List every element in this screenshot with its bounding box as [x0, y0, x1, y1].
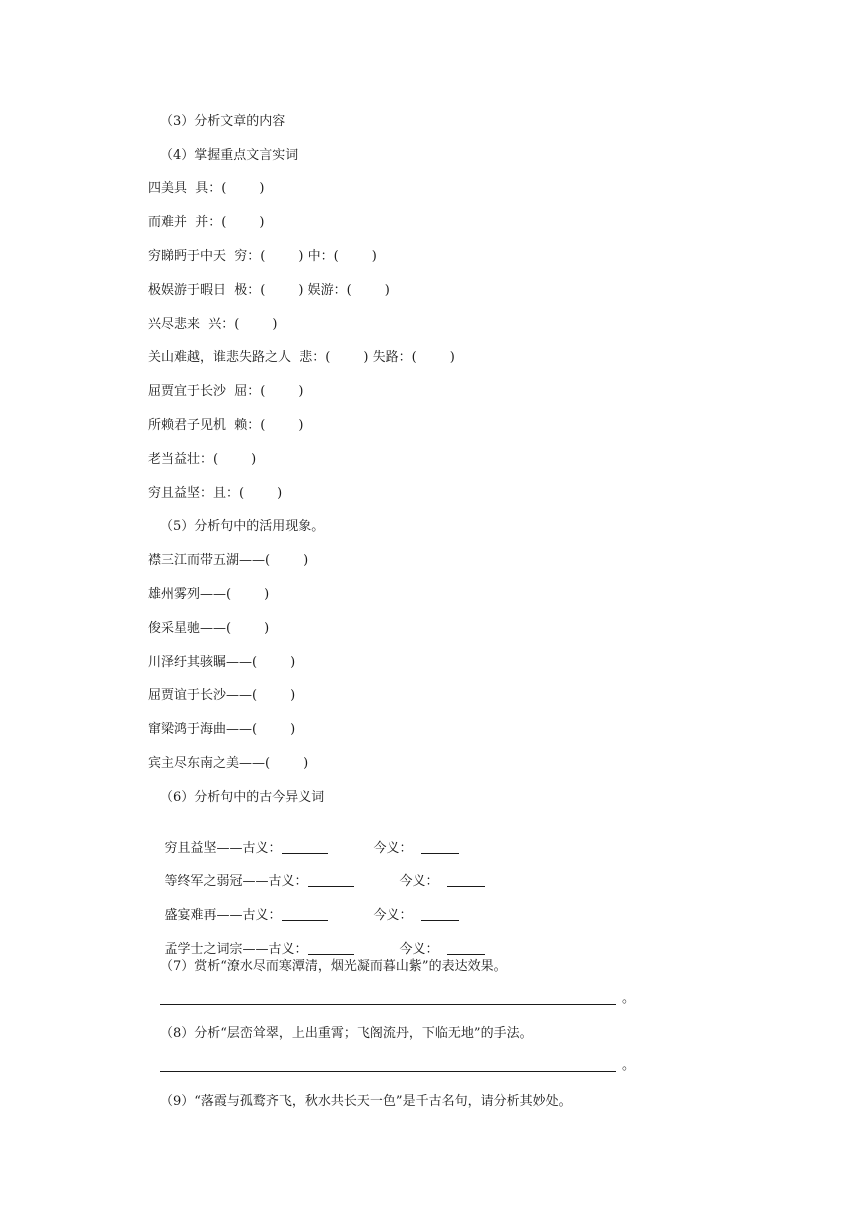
answer-blank[interactable] — [308, 873, 354, 887]
q6-modern-label: 今义： — [399, 942, 439, 957]
answer-line-q7[interactable] — [160, 1004, 616, 1005]
q5-item: 窜梁鸿于海曲——( ) — [148, 722, 296, 737]
q4-item: 极娱游于暇日 极：( ) 娱游：( ) — [148, 283, 390, 298]
question-9: （9）“落霞与孤鹜齐飞，秋水共长天一色”是千古名句，请分析其妙处。 — [160, 1094, 572, 1109]
period: 。 — [622, 1058, 636, 1073]
q4-item: 关山难越，谁悲失路之人 悲：( ) 失路：( ) — [148, 350, 455, 365]
q4-item: 穷睇眄于中天 穷：( ) 中：( ) — [148, 249, 377, 264]
q6-modern-label: 今义： — [373, 908, 413, 923]
q4-item: 四美具 具：( ) — [148, 181, 265, 196]
answer-blank[interactable] — [421, 840, 459, 854]
question-4: （4）掌握重点文言实词 — [160, 148, 299, 163]
answer-blank[interactable] — [308, 941, 354, 955]
q5-item: 俊采星驰——( ) — [148, 621, 270, 636]
question-7: （7）赏析“潦水尽而寒潭清，烟光凝而暮山紫”的表达效果。 — [160, 959, 507, 974]
question-3: （3）分析文章的内容 — [160, 114, 286, 129]
q6-phrase: 孟学士之词宗——古义： — [164, 942, 308, 957]
question-6: （6）分析句中的古今异义词 — [160, 790, 325, 805]
q5-item: 宾主尽东南之美——( ) — [148, 756, 309, 771]
q4-item: 老当益壮：( ) — [148, 452, 257, 467]
q5-item: 雄州雾列——( ) — [148, 587, 270, 602]
answer-blank[interactable] — [282, 840, 328, 854]
q5-item: 屈贾谊于长沙——( ) — [148, 688, 296, 703]
q6-phrase: 等终军之弱冠——古义： — [164, 874, 308, 889]
q6-phrase: 盛宴难再——古义： — [164, 908, 282, 923]
q5-item: 川泽纡其骇瞩——( ) — [148, 655, 296, 670]
q4-item: 所赖君子见机 赖：( ) — [148, 418, 304, 433]
q4-item: 而难并 并：( ) — [148, 215, 265, 230]
q4-item: 兴尽悲来 兴：( ) — [148, 317, 278, 332]
question-5: （5）分析句中的活用现象。 — [160, 519, 325, 534]
answer-blank[interactable] — [447, 941, 485, 955]
q4-item: 屈贾宜于长沙 屈：( ) — [148, 384, 304, 399]
answer-blank[interactable] — [282, 907, 328, 921]
q5-item: 襟三江而带五湖——( ) — [148, 553, 309, 568]
answer-blank[interactable] — [421, 907, 459, 921]
period: 。 — [622, 991, 636, 1006]
answer-line-q8[interactable] — [160, 1071, 616, 1072]
q6-modern-label: 今义： — [399, 874, 439, 889]
q6-modern-label: 今义： — [373, 841, 413, 856]
q4-item: 穷且益坚：且：( ) — [148, 486, 283, 501]
q6-phrase: 穷且益坚——古义： — [164, 841, 282, 856]
answer-blank[interactable] — [447, 873, 485, 887]
question-8: （8）分析“层峦耸翠，上出重霄；飞阁流丹，下临无地”的手法。 — [160, 1026, 533, 1041]
